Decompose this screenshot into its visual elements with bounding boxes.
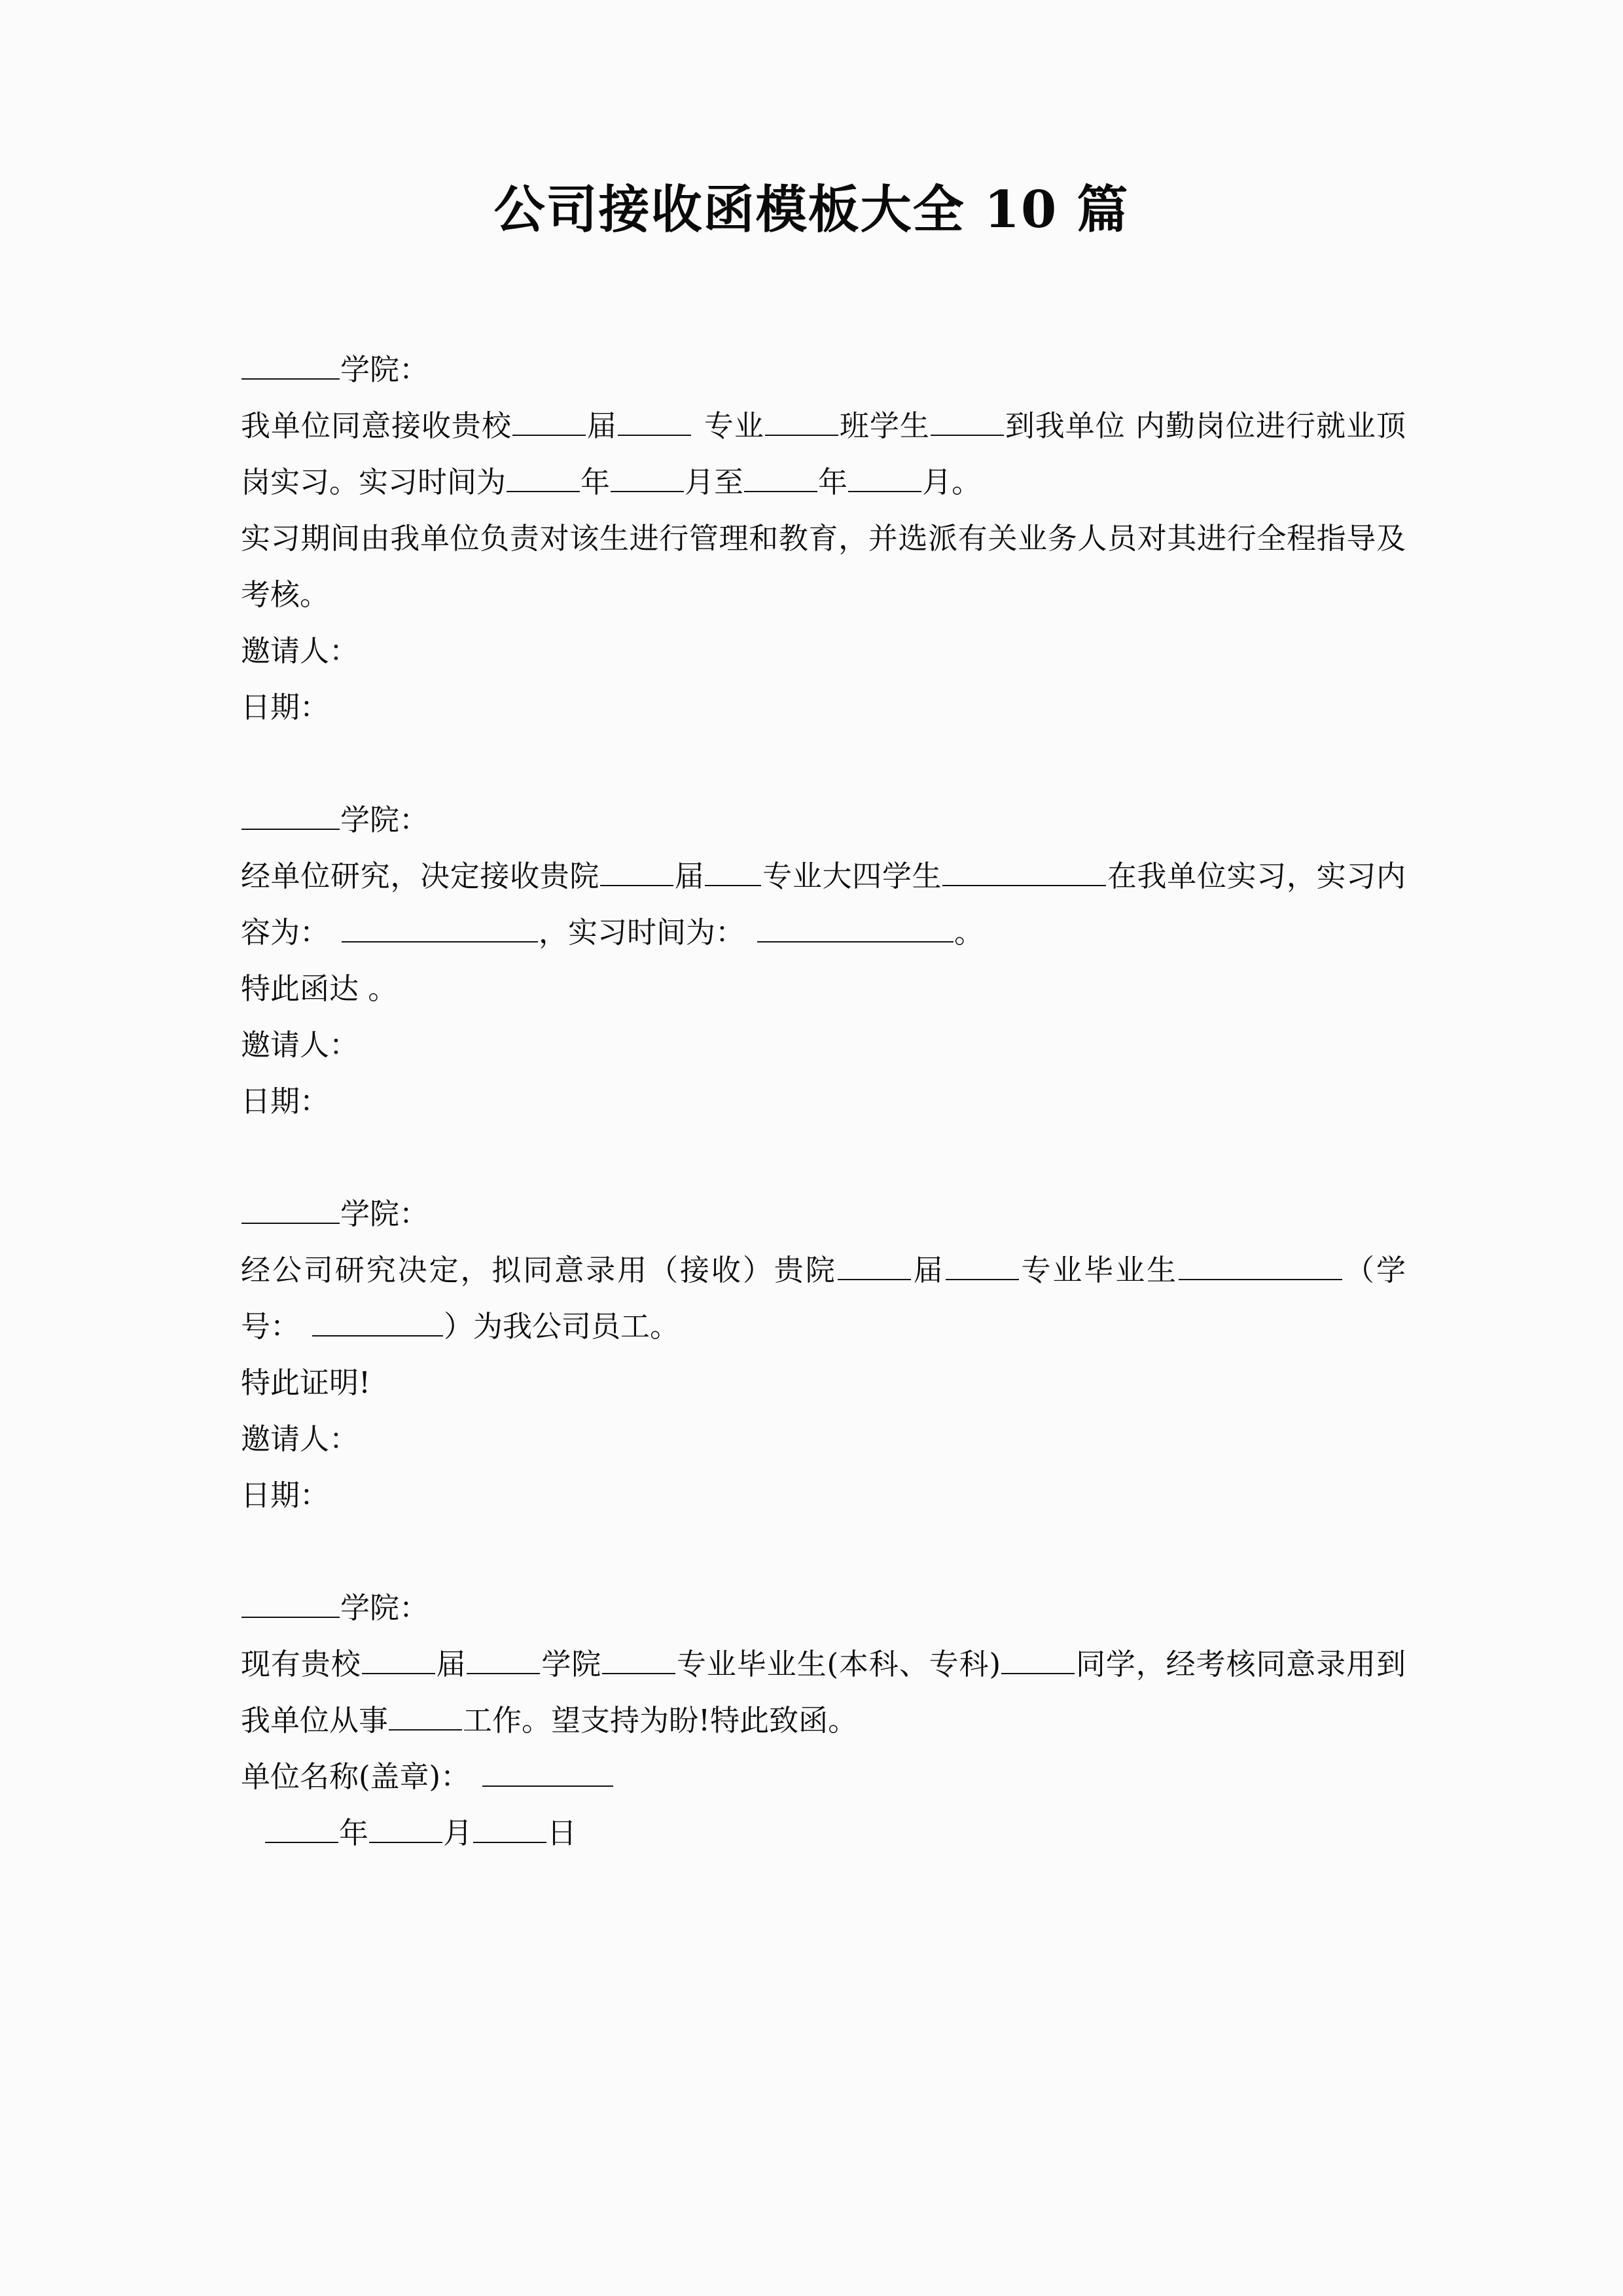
blank-school-name[interactable]: [241, 1198, 340, 1224]
blank-school-name[interactable]: [241, 1592, 340, 1618]
letter-body-paragraph: [241, 1242, 1406, 1355]
inviter-label: 邀请人：: [241, 1028, 359, 1062]
text-fragment: 月至: [685, 465, 744, 499]
closing-line: 特此证明!: [241, 1365, 371, 1400]
blank-end-year[interactable]: [744, 466, 817, 492]
page-title: 公司接收函模板大全 10 篇: [493, 180, 1130, 240]
blank-company-name[interactable]: [482, 1761, 613, 1787]
blank-major[interactable]: [705, 860, 761, 886]
text-fragment: 。: [954, 915, 984, 950]
blank-start-year[interactable]: [507, 466, 580, 492]
text-fragment: 专业: [703, 408, 764, 443]
salutation-suffix: 学院：: [340, 802, 429, 837]
blank-class[interactable]: [765, 410, 838, 436]
salutation-line: [241, 1580, 1406, 1636]
company-name-label: 单位名称(盖章)：: [241, 1759, 471, 1794]
blank-major-1[interactable]: [618, 410, 691, 436]
text-fragment: 届: [586, 408, 617, 443]
inviter-label: 邀请人：: [241, 634, 359, 668]
blank-internship-content[interactable]: [342, 916, 538, 942]
blank-major[interactable]: [946, 1254, 1019, 1280]
blank-student-name[interactable]: [1001, 1648, 1075, 1674]
text-fragment: 同学，经考核同意录用到我单位从事: [241, 1647, 1406, 1738]
text-fragment: 年: [580, 465, 611, 499]
salutation-suffix: 学院：: [340, 1196, 429, 1231]
date-label: 日期：: [241, 690, 330, 725]
blank-student-name[interactable]: [942, 860, 1106, 886]
blank-school-name[interactable]: [241, 353, 340, 380]
text-fragment: 在我单位实习，实习内容为：: [241, 859, 1406, 950]
document-body: [241, 342, 1406, 1861]
text-fragment: （学号：: [241, 1253, 1406, 1344]
text-fragment: 年: [818, 465, 848, 499]
salutation-line: [241, 792, 1406, 848]
text-fragment: ，实习时间为：: [539, 915, 745, 950]
blank-graduation-year[interactable]: [362, 1648, 435, 1674]
date-day-label: 日: [547, 1816, 577, 1850]
closing-line: 特此函达 。: [241, 971, 398, 1006]
letter-template-1: [241, 342, 1406, 736]
blank-major[interactable]: [602, 1648, 675, 1674]
text-fragment: 专业毕业生(本科、专科): [676, 1647, 1001, 1681]
text-fragment: 我单位同意接收贵校: [241, 408, 512, 443]
blank-internship-period[interactable]: [757, 916, 954, 942]
blank-student-id[interactable]: [312, 1310, 443, 1336]
text-fragment: ）为我公司员工。: [444, 1309, 680, 1344]
blank-graduation-year[interactable]: [512, 410, 586, 436]
letter-template-4: [241, 1580, 1406, 1861]
text-fragment: 学院: [541, 1647, 602, 1681]
text-fragment: 班学生: [838, 408, 930, 443]
salutation-line: [241, 1186, 1406, 1242]
blank-school-name[interactable]: [241, 804, 340, 830]
blank-college[interactable]: [467, 1648, 540, 1674]
letter-body-paragraph-2: 实习期间由我单位负责对该生进行管理和教育，并选派有关业务人员对其进行全程指导及考核。: [241, 521, 1406, 612]
blank-start-month[interactable]: [611, 466, 684, 492]
blank-student-name[interactable]: [931, 410, 1004, 436]
blank-graduation-year[interactable]: [838, 1254, 911, 1280]
text-fragment: 工作。望支持为盼!特此致函。: [463, 1703, 858, 1738]
text-fragment: 经公司研究决定，拟同意录用（接收）贵院: [241, 1253, 837, 1287]
blank-year[interactable]: [265, 1817, 338, 1843]
date-month-label: 月: [443, 1816, 473, 1850]
signature-date-line: [241, 1805, 1406, 1861]
inviter-label: 邀请人：: [241, 1422, 359, 1456]
text-fragment: 现有贵校: [241, 1647, 361, 1681]
letter-template-3: [241, 1186, 1406, 1524]
blank-day[interactable]: [473, 1817, 546, 1843]
letter-template-2: [241, 792, 1406, 1130]
text-fragment: 到我单位 内勤岗位进行就业顶岗实习。实习时间为: [241, 408, 1406, 499]
date-label: 日期：: [241, 1478, 330, 1513]
text-fragment: 届: [674, 859, 705, 893]
text-fragment: 届: [435, 1647, 467, 1681]
letter-body-paragraph: [241, 1636, 1406, 1749]
text-fragment: 届: [911, 1253, 945, 1287]
salutation-suffix: 学院：: [340, 352, 429, 387]
salutation-line: [241, 342, 1406, 398]
salutation-suffix: 学院：: [340, 1590, 429, 1625]
date-year-label: 年: [339, 1816, 369, 1850]
blank-month[interactable]: [369, 1817, 442, 1843]
text-fragment: 月。: [922, 465, 982, 499]
company-name-line: [241, 1749, 1406, 1805]
blank-end-month[interactable]: [848, 466, 921, 492]
blank-graduation-year[interactable]: [600, 860, 673, 886]
blank-graduate-name[interactable]: [1179, 1254, 1342, 1280]
blank-job-position[interactable]: [389, 1704, 462, 1731]
text-fragment: 专业毕业生: [1019, 1253, 1179, 1287]
letter-body-paragraph: [241, 398, 1406, 511]
text-fragment: 专业大四学生: [762, 859, 942, 893]
date-label: 日期：: [241, 1084, 330, 1119]
text-fragment: 经单位研究，决定接收贵院: [241, 859, 600, 893]
letter-body-paragraph: [241, 848, 1406, 961]
